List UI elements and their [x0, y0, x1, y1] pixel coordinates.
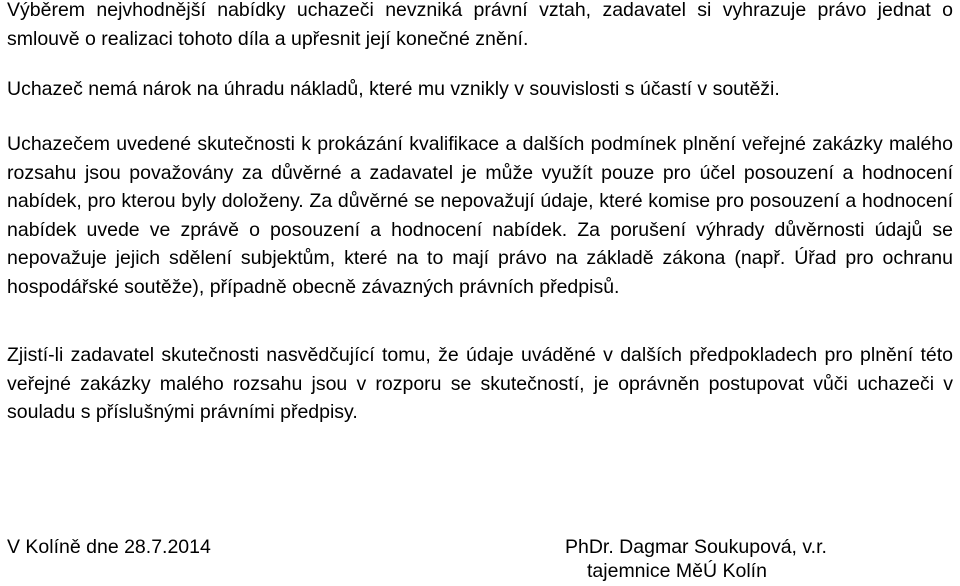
signer-name: PhDr. Dagmar Soukupová, v.r.	[565, 536, 827, 558]
paragraph-confidentiality: Uchazečem uvedené skutečnosti k prokázání kvalifikace a dalších podmínek plnění veřejné zakázky malého rozsahu jsou považovány za důvěrné a zadavatel je může využít pouze pro účel posouzení a hodnocení nabídek, pro kterou byly doloženy. Za důvěrné se nepovažují údaje, které komise pro posouzení a hodnocení nabídek uvede ve zprávě o posouzení a hodnocení nabídek. Za porušení výhrady důvěrnosti údajů se nepovažuje jejich sdělení subjektům, které na to mají právo na základě zákona (např. Úřad pro ochranu hospodářské soutěže), případně obecně závazných právních předpisů.	[7, 133, 953, 298]
paragraph-offer-selection: Výběrem nejvhodnější nabídky uchazeči nevzniká právní vztah, zadavatel si vyhrazuje právo jednat o smlouvě o realizaci tohoto díla a upřesnit její konečné znění.	[7, 0, 953, 50]
signer-role: tajemnice MěÚ Kolín	[587, 560, 767, 582]
paragraph-costs: Uchazeč nemá nárok na úhradu nákladů, které mu vznikly v souvislosti s účastí v soutěži.	[7, 78, 780, 100]
paragraph-discrepancy: Zjistí-li zadavatel skutečnosti nasvědčující tomu, že údaje uváděné v dalších předpokladech pro plnění této veřejné zakázky malého rozsahu jsou v rozporu se skutečností, je oprávněn postupovat vůči uchazeči v souladu s příslušnými právními předpisy.	[7, 344, 953, 423]
place-and-date: V Kolíně dne 28.7.2014	[7, 536, 211, 558]
